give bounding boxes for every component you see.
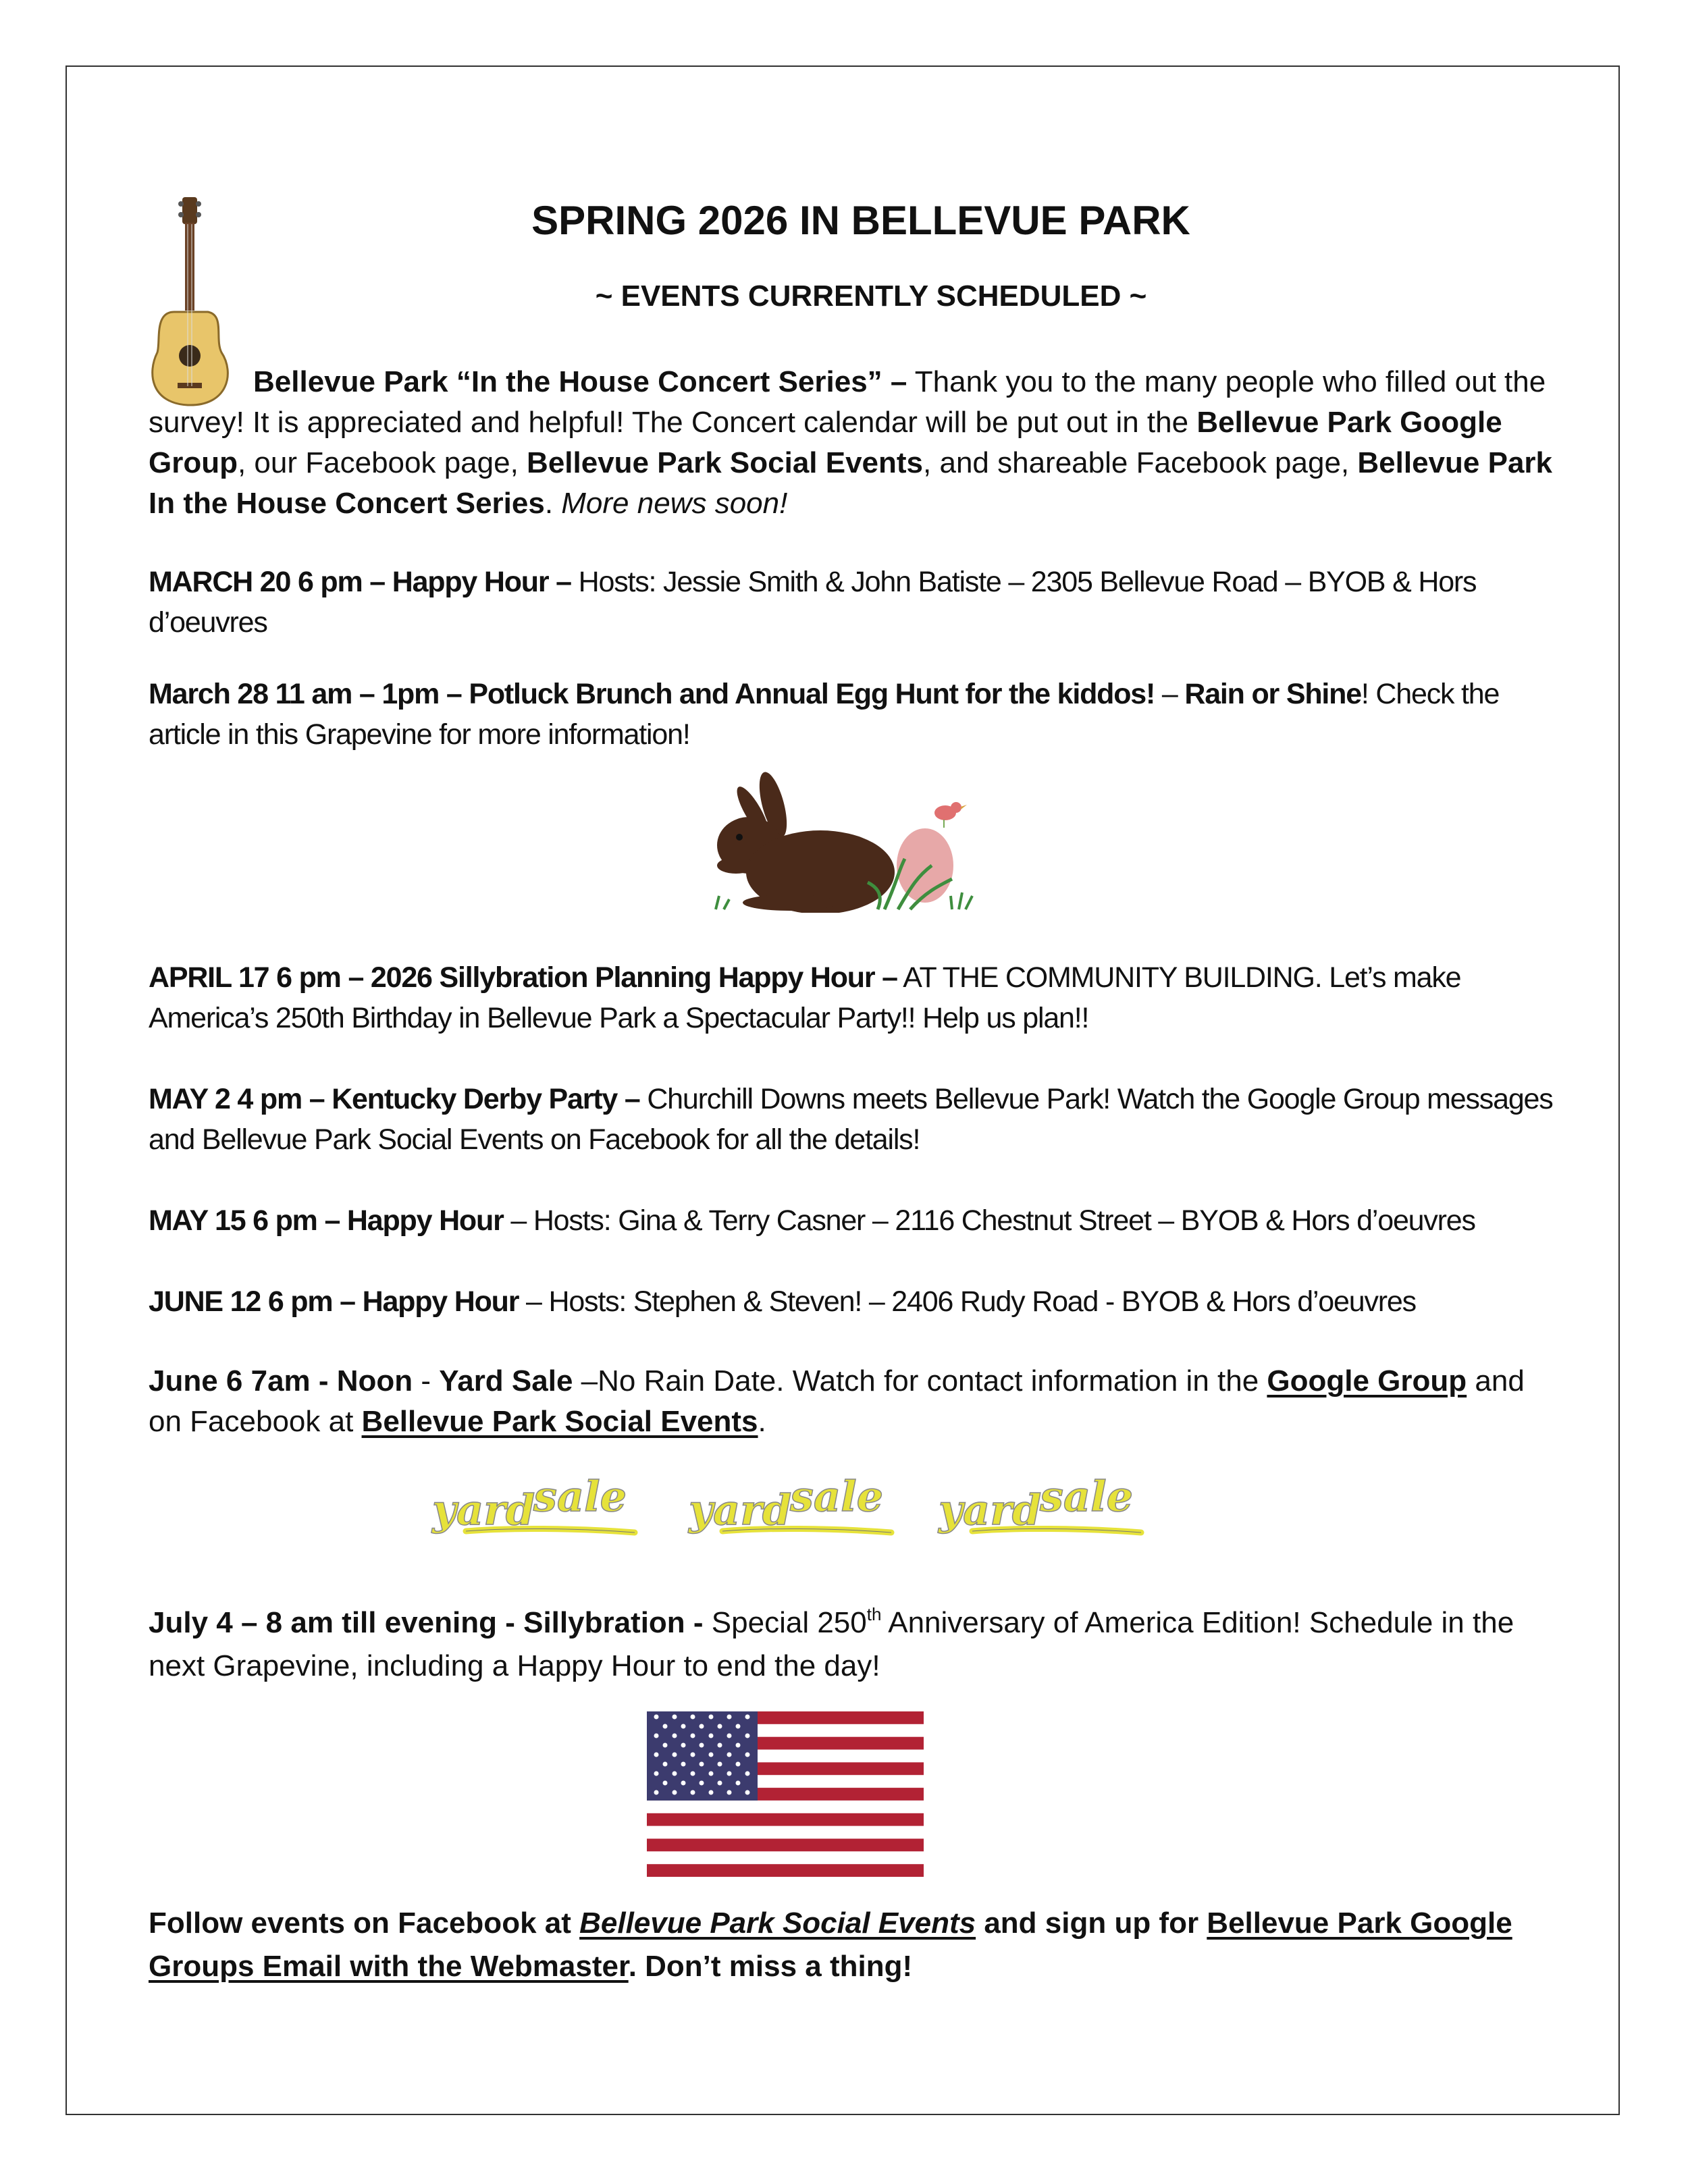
concert-paragraph <box>149 362 1553 524</box>
flag-star <box>745 1734 750 1738</box>
flag-star <box>709 1753 714 1757</box>
event-lead: JUNE 12 6 pm – Happy Hour <box>149 1285 519 1318</box>
event-lead: MAY 15 6 pm – Happy Hour <box>149 1204 504 1237</box>
flag-star <box>727 1715 732 1720</box>
flag-star <box>691 1772 695 1776</box>
concert-text-3: , and shareable Facebook page, <box>923 446 1358 479</box>
event-june-6 <box>149 1361 1553 1442</box>
flag-star <box>700 1762 704 1767</box>
event-march-28 <box>149 674 1553 755</box>
flag-star <box>700 1724 704 1729</box>
event-lead: March 28 11 am – 1pm – Potluck Brunch and Annual Egg Hunt for the kiddos! <box>149 678 1155 710</box>
event-text: ! Check the article in this Grapevine for more information! <box>149 678 1500 751</box>
flag-star <box>681 1762 686 1767</box>
bunny-egg-illustration <box>695 757 979 913</box>
flag-star <box>681 1781 686 1786</box>
flag-star <box>709 1790 714 1795</box>
footer-text: Follow events on Facebook at <box>149 1907 580 1940</box>
yard-word-3: yard <box>939 1485 1042 1535</box>
event-text-2: Anniversary of America Edition! Schedule in the next Grapevine, including a Happy Hour to end the day! <box>149 1606 1514 1682</box>
flag-star <box>727 1772 732 1776</box>
event-text-4: . <box>758 1405 766 1438</box>
flag-star <box>736 1781 741 1786</box>
event-lead: June 6 7am - Noon <box>149 1364 413 1397</box>
flag-star <box>672 1790 677 1795</box>
concert-more-news: More news soon! <box>561 487 788 520</box>
event-may-15 <box>149 1200 1553 1241</box>
flag-star <box>745 1790 750 1795</box>
footer-text-3: . Don’t miss a thing! <box>628 1950 913 1983</box>
yard-word-2: yard <box>689 1485 792 1535</box>
flag-star <box>654 1715 659 1720</box>
flag-star <box>700 1781 704 1786</box>
concert-text: Thank you to the many people who filled out the survey! It is appreciated and helpful! The Concert calendar will be put out in the <box>149 365 1546 439</box>
flag-star <box>672 1715 677 1720</box>
flag-star <box>745 1753 750 1757</box>
flag-star <box>691 1790 695 1795</box>
event-may-2 <box>149 1079 1553 1160</box>
event-june-12 <box>149 1281 1553 1322</box>
flag-star <box>718 1781 722 1786</box>
flag-star <box>727 1790 732 1795</box>
event-lead: July 4 – 8 am till evening - Sillybration - <box>149 1606 704 1639</box>
flag-star <box>672 1753 677 1757</box>
flag-star <box>736 1762 741 1767</box>
concert-series-name: Bellevue Park In the House Concert Series <box>149 446 1553 520</box>
flag-star <box>691 1715 695 1720</box>
concert-google-group: Bellevue Park Google Group <box>149 406 1502 479</box>
footer-text-2: and sign up for <box>976 1907 1207 1940</box>
superscript-th: th <box>866 1604 882 1624</box>
flag-star <box>663 1762 668 1767</box>
concert-series-lead: Bellevue Park “In the House Concert Series” – <box>253 365 907 398</box>
flag-star <box>691 1734 695 1738</box>
event-july-4 <box>149 1601 1553 1688</box>
flag-star <box>709 1772 714 1776</box>
flag-star <box>709 1734 714 1738</box>
concert-text-4: . <box>544 487 562 520</box>
event-text: AT THE COMMUNITY BUILDING. Let’s make America’s 250th Birthday in Bellevue Park a Spectacular Party!! Help us plan!! <box>149 961 1461 1034</box>
flag-star <box>709 1715 714 1720</box>
american-flag-icon <box>647 1711 924 1877</box>
concert-text-2: , our Facebook page, <box>237 446 527 479</box>
yard-word-1: yard <box>432 1485 535 1535</box>
sale-word-1: sale <box>533 1472 627 1521</box>
flag-star <box>727 1753 732 1757</box>
flag-star <box>745 1715 750 1720</box>
flag-star <box>691 1753 695 1757</box>
flag-star <box>672 1734 677 1738</box>
flag-star <box>663 1724 668 1729</box>
flag-star <box>727 1734 732 1738</box>
flag-star <box>654 1790 659 1795</box>
event-text: Hosts: Jessie Smith & John Batiste – 2305 Bellevue Road – BYOB & Hors d’oeuvres <box>149 566 1477 639</box>
flag-star <box>654 1734 659 1738</box>
event-april-17 <box>149 957 1553 1038</box>
flag-star <box>736 1724 741 1729</box>
event-text-3: and on Facebook at <box>149 1364 1525 1438</box>
event-text: – Hosts: Stephen & Steven! – 2406 Rudy Road - BYOB & Hors d’oeuvres <box>519 1285 1416 1318</box>
yard-sale-graphic <box>425 1470 1155 1558</box>
page-title: SPRING 2026 IN BELLEVUE PARK <box>531 198 1190 243</box>
event-separator: – <box>1155 678 1185 710</box>
concert-social-events: Bellevue Park Social Events <box>527 446 924 479</box>
page-subtitle: ~ EVENTS CURRENTLY SCHEDULED ~ <box>595 279 1147 313</box>
event-text: Special 250 <box>703 1606 867 1639</box>
yard-sale-label: Yard Sale <box>439 1364 573 1397</box>
event-lead: MARCH 20 6 pm – Happy Hour – <box>149 566 571 598</box>
social-events-link[interactable]: Bellevue Park Social Events <box>361 1405 758 1438</box>
flag-star <box>736 1743 741 1748</box>
flag-star <box>681 1743 686 1748</box>
flag-star <box>663 1743 668 1748</box>
flag-star <box>654 1772 659 1776</box>
footer-google-groups-link[interactable]: Bellevue Park Google Groups Email with the Webmaster <box>149 1907 1512 1983</box>
flag-star <box>672 1772 677 1776</box>
flag-star <box>681 1724 686 1729</box>
flag-star <box>745 1772 750 1776</box>
flag-star <box>654 1753 659 1757</box>
event-lead: MAY 2 4 pm – Kentucky Derby Party – <box>149 1083 640 1115</box>
google-group-link[interactable]: Google Group <box>1267 1364 1467 1397</box>
event-text: – Hosts: Gina & Terry Casner – 2116 Chestnut Street – BYOB & Hors d’oeuvres <box>503 1204 1475 1237</box>
event-text: Churchill Downs meets Bellevue Park! Watch the Google Group messages and Bellevue Park Social Events on Facebook for all the details! <box>149 1083 1553 1156</box>
footer-paragraph <box>149 1902 1553 1988</box>
event-text-2: –No Rain Date. Watch for contact information in the <box>573 1364 1267 1397</box>
sale-word-2: sale <box>790 1472 884 1521</box>
flag-star <box>663 1781 668 1786</box>
flag-star <box>718 1743 722 1748</box>
flag-star <box>700 1743 704 1748</box>
event-lead: APRIL 17 6 pm – 2026 Sillybration Planning Happy Hour – <box>149 961 897 994</box>
event-text: - <box>413 1364 440 1397</box>
sale-word-3: sale <box>1040 1472 1134 1521</box>
footer-social-events-link[interactable]: Bellevue Park Social Events <box>579 1907 976 1940</box>
rain-or-shine: Rain or Shine <box>1184 678 1361 710</box>
flag-star <box>718 1762 722 1767</box>
flag-star <box>718 1724 722 1729</box>
event-march-20 <box>149 562 1553 643</box>
